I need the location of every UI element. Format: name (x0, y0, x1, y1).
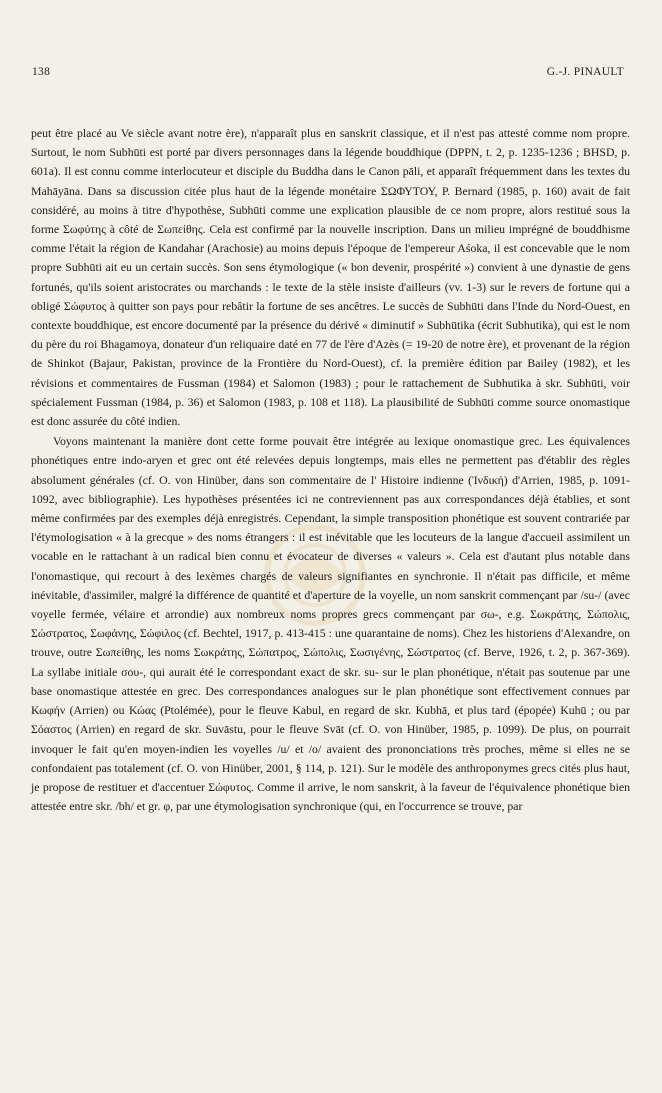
body-text (31, 124, 630, 816)
paragraph: Voyons maintenant la manière dont cette forme pouvait être intégrée au lexique onomastique grec. Les équivalences phonétiques entre indo-aryen et grec ont été relevées depuis longtemps, mais elles ne permettent pas d'établir des règles absolument générales (cf. O. von Hinüber, dans son commentaire de l' Histoire indienne (Ἰνδική) d'Arrien, 1985, p. 1091-1092, avec bibliographie). Les hypothèses présentées ici ne contreviennent pas aux correspondances déjà établies, et sont même confirmées par des exemples déjà enregistrés. Cependant, la simple transposition phonétique est souvent contrariée par l'étymologisation « à la grecque » des noms étrangers : il est inévitable que les locuteurs de la langue d'accueil assimilent un vocable en le rattachant à un radical bien connu et évocateur de diverses « valeurs ». Cela est d'autant plus notable dans l'onomastique, qui recourt à des lexèmes chargés de valeurs signifiantes en synchronie. Il n'était pas difficile, et même inévitable, d'assimiler, malgré la différence de quantité et d'aperture de la voyelle, un nom sanskrit commençant par /su-/ (avec voyelle fermée, vélaire et arrondie) aux nombreux noms propres grecs commençant par σω-, e.g. Σωκράτης, Σώπολις, Σώστρατος, Σωφάνης, Σώφιλος (cf. Bechtel, 1917, p. 413-415 : une quarantaine de noms). Chez les historiens d'Alexandre, on trouve, outre Σωπείθης, les noms Σωκράτης, Σώπατρος, Σώπολις, Σωσιγένης, Σώστρατος (cf. Berve, 1926, t. 2, p. 367-369). La syllabe initiale σου-, qui aurait été le correspondant exact de skr. su- sur le plan phonétique, n'était pas soutenue par une base onomastique attestée en grec. Des correspondances analogues sur le plan phonétique sont effectivement connues par Κωφήν (Arrien) ou Κώας (Ptolémée), pour le fleuve Kabul, en regard de skr. Kubhā, et plus tard (épopée) Kuhū ; ou par Σόαστος (Arrien) en regard de skr. Suvāstu, pour le fleuve Svāt (cf. O. von Hinüber, 1985, p. 1099). De plus, on pourrait invoquer le fait qu'en moyen-indien les voyelles /u/ et /o/ avaient des prononciations très proches, même si elles ne se confondaient pas totalement (cf. O. von Hinüber, 2001, § 114, p. 121). Sur le modèle des anthroponymes grecs cités plus haut, je propose de restituer et d'accentuer Σώφυτος. Comme il arrive, le nom sanskrit, à la faveur de l'équivalence phonétique bien attestée entre skr. /bh/ et gr. φ, par une étymologisation synchronique (qui, en l'occurrence se trouve, par (31, 434, 630, 814)
page-number: 138 (32, 66, 51, 78)
paragraph: peut être placé au Ve siècle avant notre ère), n'apparaît plus en sanskrit classique, et il n'est pas attesté comme nom propre. Surtout, le nom Subhūti est porté par divers personnages dans la légende bouddhique (DPPN, t. 2, p. 1235-1236 ; BHSD, p. 601a). Il est connu comme interlocuteur et disciple du Buddha dans le Canon pāli, et apparaît fréquemment dans les textes du Mahāyāna. Dans sa discussion citée plus haut de la légende monétaire ΣΩΦΥΤΟΥ, P. Bernard (1985, p. 160) avait de fait considéré, au moins à titre d'hypothèse, Subhūti comme une explication plausible de ce nom propre, alors restitué sous la forme Σωφύτης à côté de Σωπείθης. Cela est confirmé par la nouvelle inscription. Dans un milieu imprégné de bouddhisme comme l'était la région de Kandahar (Arachosie) au moins depuis l'époque de l'empereur Aśoka, il est concevable que le nom propre Subhūti ait eu un certain succès. Son sens étymologique (« bon devenir, prospérité ») convient à une dynastie de gens fortunés, qu'ils soient aristocrates ou marchands : le texte de la stèle insiste d'ailleurs (vv. 1-3) sur le revers de fortune qui a obligé Σώφυτος à quitter son pays pour rebâtir la fortune de ses ancêtres. Le succès de Subhūti dans l'Inde du Nord-Ouest, en contexte bouddhique, est encore documenté par la présence du dérivé « diminutif » Subhūtika (écrit Subhutika), qui est le nom du père du roi Bhagamoya, donateur d'un reliquaire daté en 77 de l'ère d'Azès (= 19-20 de notre ère), et provenant de la région de Shinkot (Bajaur, Pakistan, province de la Frontière du Nord-Ouest), cf. la première édition par Bailey (1982), et les révisions et commentaires de Fussman (1984) et Salomon (1983) ; pour le rattachement de Subhutika à skr. Subhūti, voir spécialement Fussman (1984, p. 36) et Salomon (1983, p. 108 et 118). La plausibilité de Subhūti comme source onomastique est donc assurée du côté indien. (31, 126, 630, 429)
running-head: G.-J. PINAULT (546, 66, 624, 78)
